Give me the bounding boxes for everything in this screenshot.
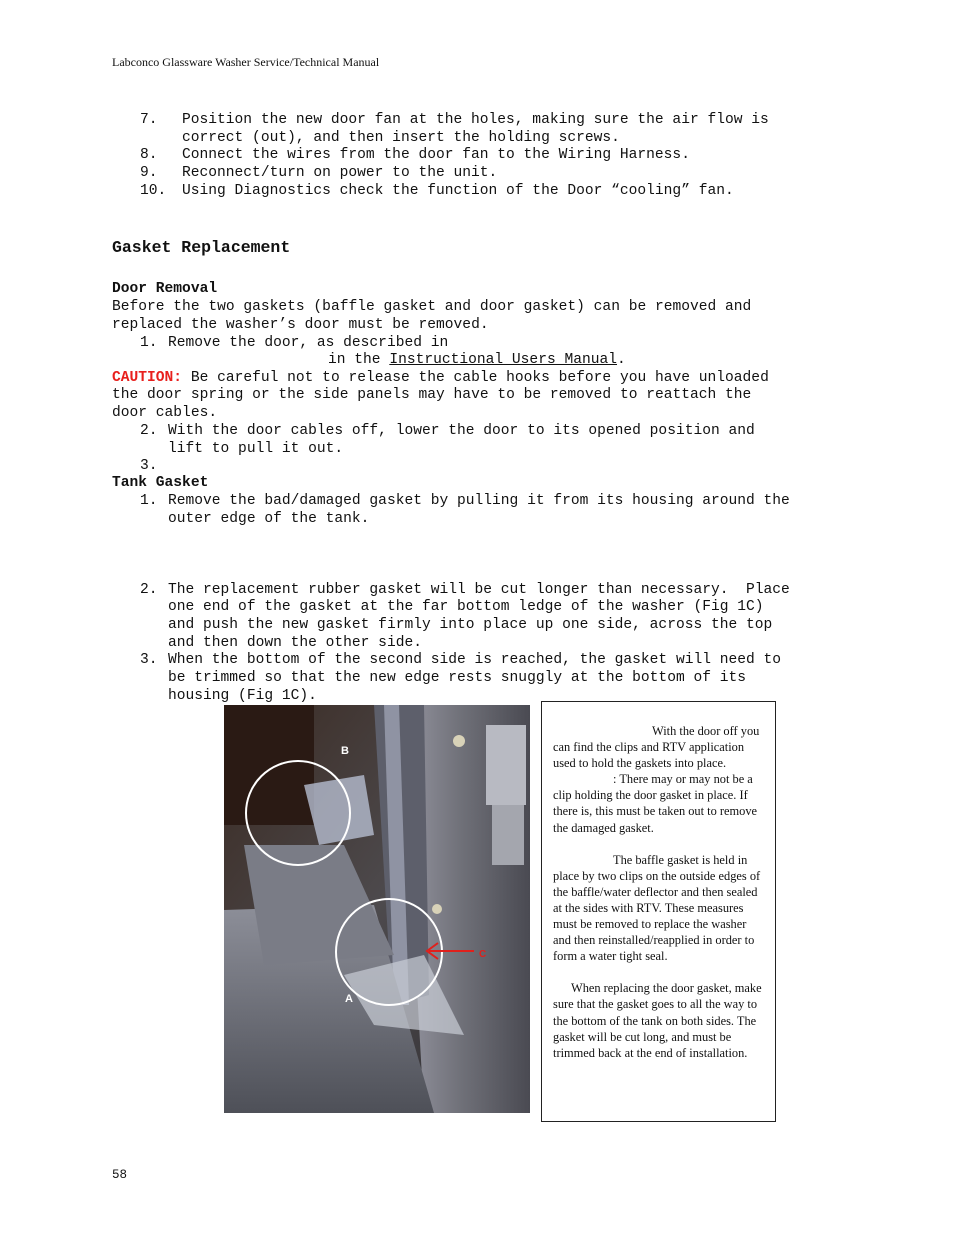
caution-line-1 [112,370,769,388]
tank-step-2-number: 2. [140,582,158,598]
caution-line-3: door cables. [112,405,218,421]
tank-step-3-line-3: housing (Fig 1C). [168,688,317,704]
door-step-2-text: With the door cables off, lower the door to its opened position and [168,423,755,439]
step-10-text: Using Diagnostics check the function of the Door “cooling” fan. [182,183,734,199]
photo-label-b: B [341,745,349,757]
tank-step-3-line-2: be trimmed so that the new edge rests snuggly at the bottom of its [168,670,747,686]
tank-step-3-number: 3. [140,652,158,668]
door-removal-intro-2: replaced the washer’s door must be removed. [112,317,489,333]
caption-p1-b: you can find the clips and RTV application used to hold the gaskets into place. [553,724,760,771]
tank-gasket-heading: Tank Gasket [112,475,209,491]
photo-label-a: A [345,993,353,1005]
step-7-text-cont: correct (out), and then insert the holding screws. [182,130,620,146]
caption-p1-c: : There may or may not be a clip holding the door gasket in place. If there is, this must be taken out to remove the damaged gasket. [553,772,758,835]
tank-step-2-line-4: and then down the other side. [168,635,422,651]
step-8-text: Connect the wires from the door fan to the Wiring Harness. [182,147,690,163]
tank-step-3-line-1: When the bottom of the second side is reached, the gasket will need to [168,652,782,668]
tank-step-2-line-1: The replacement rubber gasket will be cut longer than necessary. Place [168,582,790,598]
caption-p2-b: in place by two clips on the outside edges of the baffle/water deflector and then sealed at the sides with RTV. These measures must be removed to replace the washer and then reinstalled/reapplied in order to form a water tight seal. [553,852,761,964]
caution-label: CAUTION: [112,370,183,386]
gasket-photo [224,705,530,1113]
caption-p1-a: With the door off [652,724,738,738]
caption-paragraph-2 [553,852,765,965]
caption-paragraph-1 [553,723,765,836]
door-step-3-number: 3. [140,458,158,474]
caution-text-1: Be careful not to release the cable hooks before you have unloaded [182,370,769,386]
door-step-2-text-cont: lift to pull it out. [168,441,344,457]
caption-p3: When replacing the door gasket, make sure that the gasket goes to all the way to the bottom of the tank on both sides. The gasket will be cut long, and must be trimmed back at the end of installation. [553,981,762,1060]
caption-paragraph-3 [553,980,765,1060]
section-title: Gasket Replacement [112,238,291,257]
step-7-number: 7. [140,112,158,128]
figure-caption-box [541,701,776,1122]
door-step-1-number: 1. [140,335,158,351]
tank-step-1-text-cont: outer edge of the tank. [168,511,370,527]
tank-step-1-text: Remove the bad/damaged gasket by pulling it from its housing around the [168,493,790,509]
caution-line-2: the door spring or the side panels may have to be removed to reattach the [112,387,752,403]
door-step-1-text: Remove the door, as described in [168,335,449,351]
tank-step-1-number: 1. [140,493,158,509]
page-number: 58 [112,1168,128,1182]
door-step-1-reference [328,352,626,370]
step-8-number: 8. [140,147,158,163]
step-9-text: Reconnect/turn on power to the unit. [182,165,498,181]
reference-suffix: . [617,352,626,368]
page-header: Labconco Glassware Washer Service/Technical Manual [112,55,380,69]
step-10-number: 10. [140,183,167,199]
step-9-number: 9. [140,165,158,181]
photo-label-c: C [479,949,487,960]
tank-step-2-line-3: and push the new gasket firmly into place up one side, across the top [168,617,773,633]
users-manual-link[interactable]: Instructional Users Manual [389,352,618,368]
door-step-2-number: 2. [140,423,158,439]
door-removal-intro-1: Before the two gaskets (baffle gasket and door gasket) can be removed and [112,299,752,315]
door-removal-heading: Door Removal [112,281,218,297]
gasket-photo-graphic [224,705,530,1113]
caption-p2-a: The baffle gasket is held [613,852,735,867]
step-7-text: Position the new door fan at the holes, making sure the air flow is [182,112,769,128]
reference-prefix: in the [328,352,390,368]
tank-step-2-line-2: one end of the gasket at the far bottom ledge of the washer (Fig 1C) [168,599,764,615]
